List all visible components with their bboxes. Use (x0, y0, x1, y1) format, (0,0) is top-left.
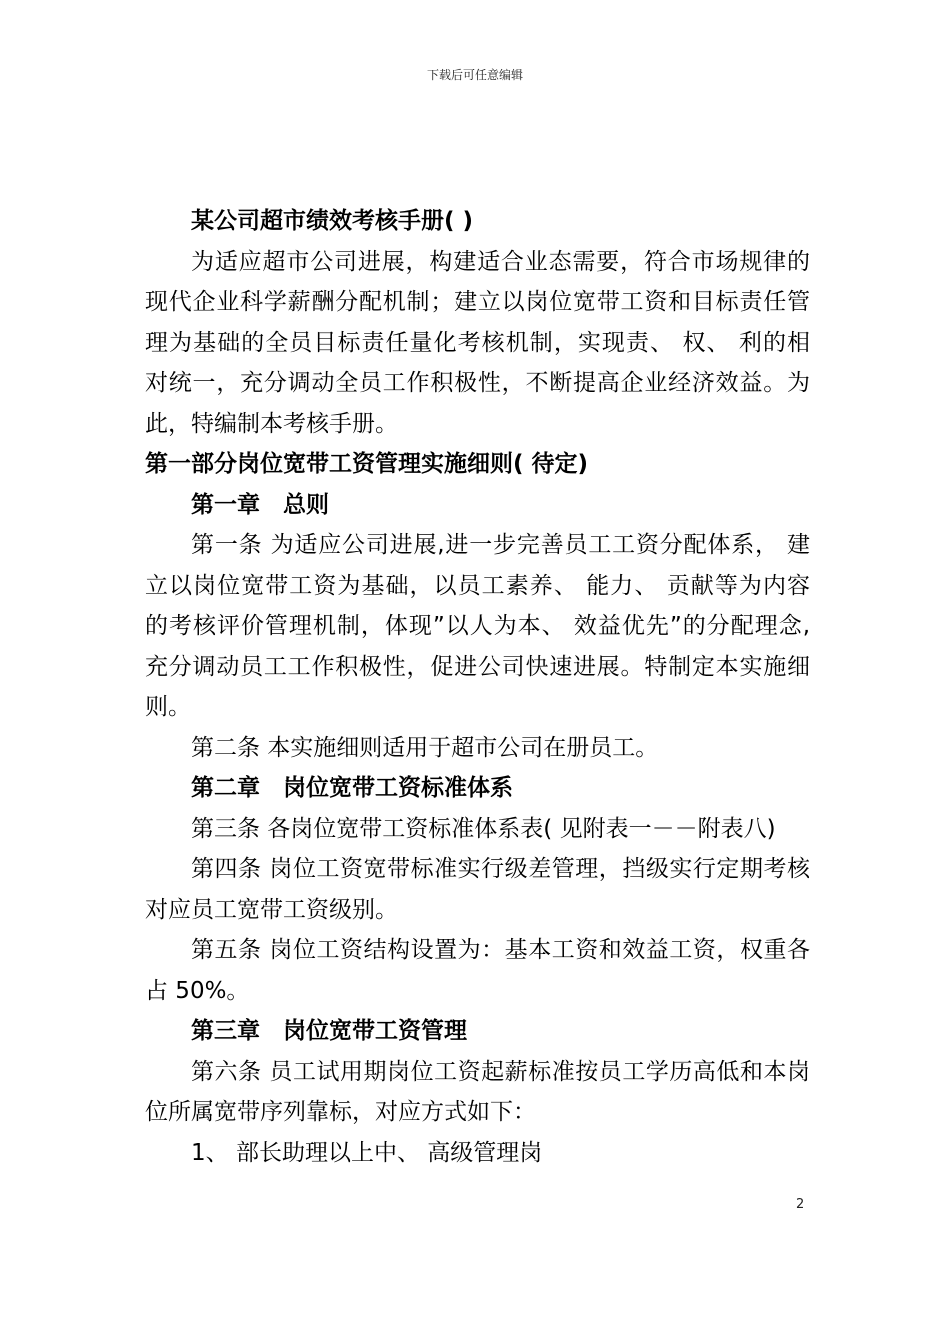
document-title: 某公司超市绩效考核手册( ) (191, 208, 474, 234)
article4-line-2: 对应员工宽带工资级别。 (145, 896, 398, 923)
article1-line-3: 的考核评价管理机制，体现”以人为本、 效益优先”的分配理念, (145, 613, 810, 639)
intro-line-1: 为适应超市公司进展，构建适合业态需要，符合市场规律的 (191, 248, 810, 275)
article1-line-1: 第一条 为适应公司进展,进一步完善员工工资分配体系， 建 (191, 532, 810, 558)
article6-line-1: 第六条 员工试用期岗位工资起薪标准按员工学历高低和本岗 (191, 1058, 810, 1085)
intro-line-3: 理为基础的全员目标责任量化考核机制，实现责、 权、 利的相 (145, 329, 810, 356)
article1-line-2: 立以岗位宽带工资为基础，以员工素养、 能力、 贡献等为内容 (145, 572, 810, 599)
intro-line-4: 对统一，充分调动全员工作积极性，不断提高企业经济效益。为 (145, 370, 810, 396)
chapter2-heading: 第二章 岗位宽带工资标准体系 (191, 775, 513, 801)
intro-line-2: 现代企业科学薪酬分配机制；建立以岗位宽带工资和目标责任管 (145, 289, 810, 315)
article3: 第三条 各岗位宽带工资标准体系表( 见附表一－－附表八) (191, 815, 776, 842)
list-item-1: 1、 部长助理以上中、 高级管理岗 (191, 1139, 543, 1166)
page-header-note: 下载后可任意编辑 (426, 68, 523, 82)
article1-line-4: 充分调动员工工作积极性，促进公司快速进展。特制定本实施细 (145, 653, 810, 680)
part1-title: 第一部分岗位宽带工资管理实施细则( 待定) (145, 451, 589, 477)
article1-line-5: 则。 (145, 694, 191, 720)
article2: 第二条 本实施细则适用于超市公司在册员工。 (191, 734, 659, 761)
document-body (145, 201, 810, 1173)
article4-line-1: 第四条 岗位工资宽带标准实行级差管理，挡级实行定期考核 (191, 856, 810, 882)
intro-line-5: 此，特编制本考核手册。 (145, 410, 398, 437)
page-number: 2 (796, 1197, 805, 1212)
chapter1-heading: 第一章 总则 (191, 491, 329, 518)
article5-line-2: 占 50%。 (145, 977, 250, 1004)
article5-line-1: 第五条 岗位工资结构设置为：基本工资和效益工资，权重各 (191, 937, 810, 963)
article6-line-2: 位所属宽带序列靠标，对应方式如下： (145, 1099, 536, 1125)
chapter3-heading: 第三章 岗位宽带工资管理 (191, 1018, 467, 1044)
